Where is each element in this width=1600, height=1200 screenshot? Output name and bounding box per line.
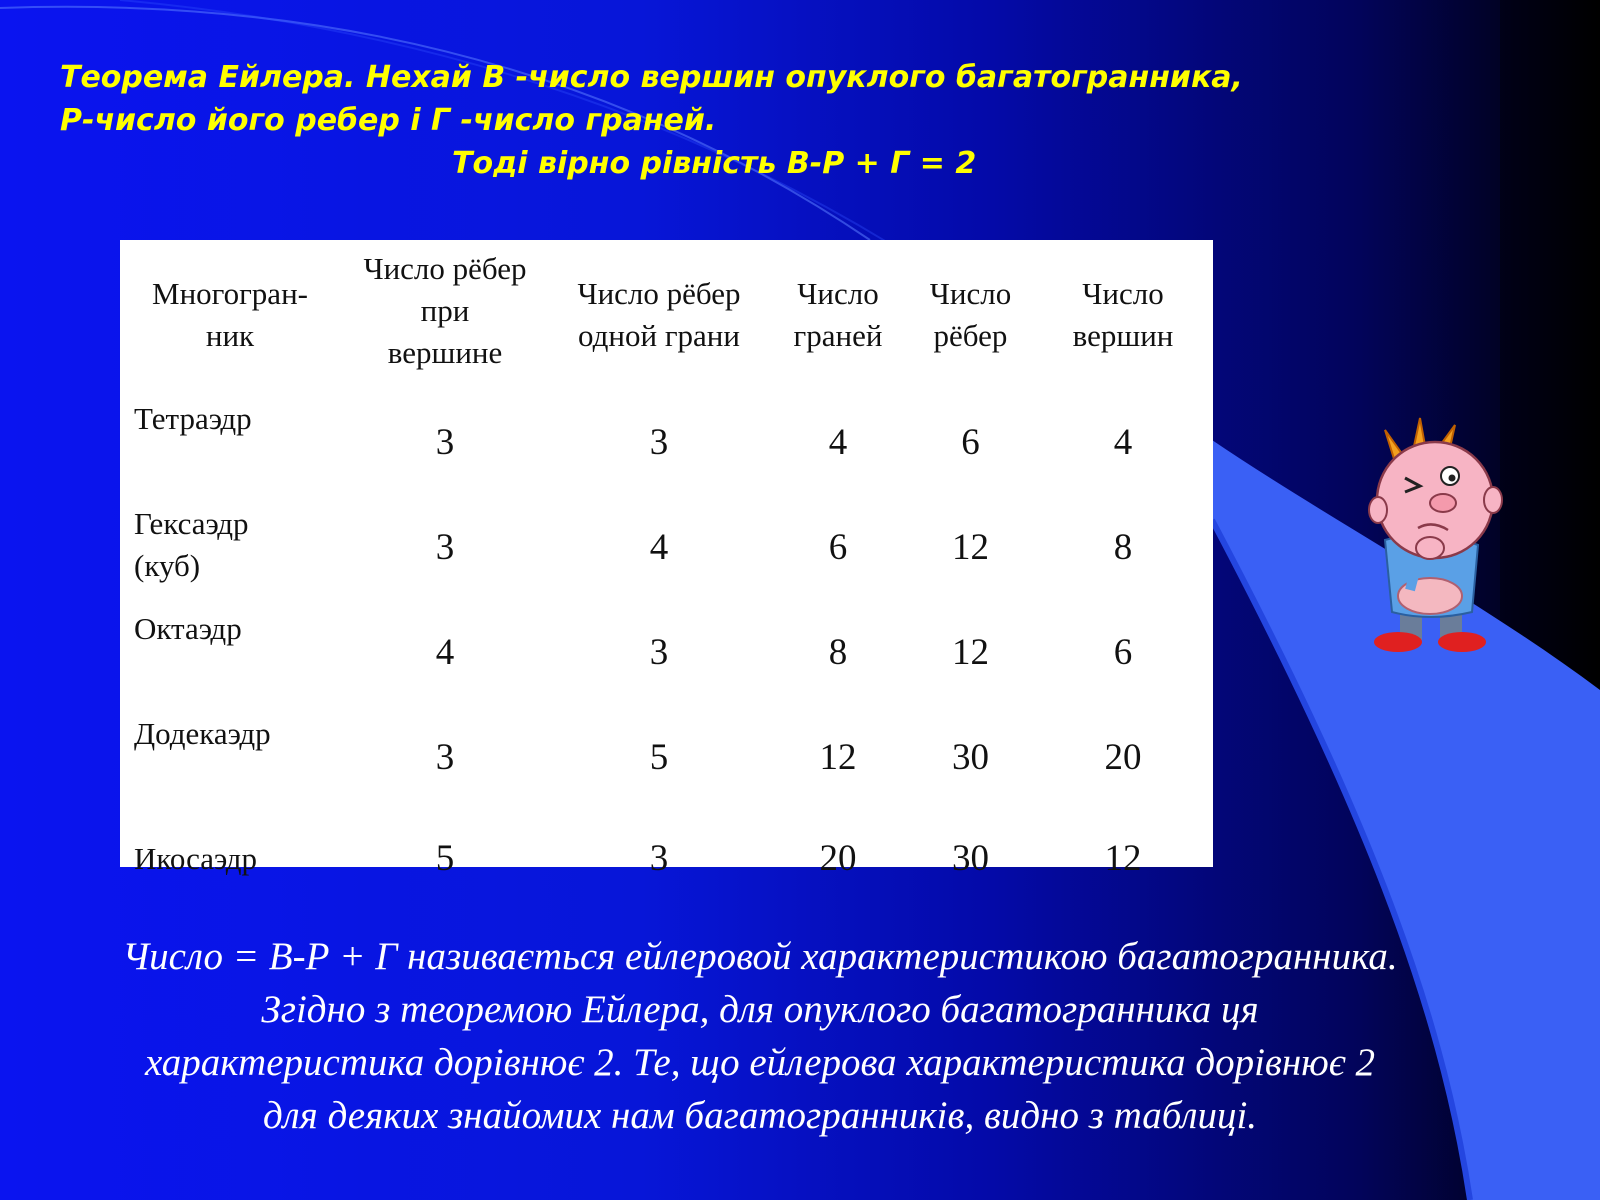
header-edges-per-face xyxy=(550,240,768,390)
header-polyhedron xyxy=(120,240,340,390)
header-faces xyxy=(768,240,908,390)
cell-value: 30 xyxy=(952,737,989,778)
table-row xyxy=(120,495,1213,600)
cell-value: 3 xyxy=(649,632,669,673)
cell-value: 6 xyxy=(1113,632,1133,673)
header-text: вершин xyxy=(1072,318,1174,353)
row-name-cell xyxy=(120,810,340,907)
header-vertices xyxy=(1033,240,1213,390)
row-name-cell xyxy=(120,600,340,705)
cell-value: 20 xyxy=(819,838,857,879)
cell-value: 3 xyxy=(649,422,669,463)
title-line-2: Р-число його ребер і Г -число граней. xyxy=(60,103,717,138)
header-text: Многогран- xyxy=(152,276,308,311)
cell-value: 3 xyxy=(435,422,455,463)
cell-value: 6 xyxy=(828,527,848,568)
header-text: вершине xyxy=(387,335,503,370)
table-row xyxy=(120,705,1213,810)
cell-value: 5 xyxy=(435,838,455,879)
cell-value: 20 xyxy=(1104,737,1142,778)
row-name-cell xyxy=(120,390,340,495)
header-text: одной грани xyxy=(578,318,740,353)
cell-value: 30 xyxy=(952,838,989,879)
cell-value: 4 xyxy=(435,632,455,673)
cell-value: 8 xyxy=(828,632,848,673)
theorem-title xyxy=(60,56,1540,185)
header-text: Число xyxy=(1082,276,1164,311)
header-text: Число xyxy=(797,276,879,311)
euler-characteristic-paragraph xyxy=(60,930,1460,1142)
body-line-2: Згідно з теоремою Ейлера, для опуклого багатогранника ця xyxy=(261,988,1259,1031)
header-text: Число рёбер xyxy=(363,251,527,286)
polyhedron-name: Додекаэдр xyxy=(134,716,271,751)
table-header-row xyxy=(120,240,1213,390)
header-text: Число рёбер xyxy=(577,276,741,311)
header-text: при xyxy=(420,293,470,328)
cell-value: 12 xyxy=(819,737,857,778)
polyhedron-name: Икосаэдр xyxy=(134,840,258,876)
cell-value: 4 xyxy=(649,527,669,568)
header-text: Число xyxy=(929,276,1012,311)
polyhedra-table xyxy=(120,240,1213,907)
table-row xyxy=(120,810,1213,907)
row-name-cell xyxy=(120,495,340,600)
header-edges-per-vertex xyxy=(340,240,550,390)
table-row xyxy=(120,600,1213,705)
title-line-1: Теорема Ейлера. Нехай В -число вершин опуклого багатогранника, xyxy=(60,60,1243,95)
header-text: ник xyxy=(205,318,255,353)
cell-value: 8 xyxy=(1113,527,1133,568)
polyhedron-name: Гексаэдр xyxy=(134,506,249,541)
cell-value: 3 xyxy=(435,527,455,568)
cell-value: 3 xyxy=(435,737,455,778)
cell-value: 3 xyxy=(649,838,669,879)
cell-value: 12 xyxy=(1104,838,1142,879)
cell-value: 6 xyxy=(961,422,980,463)
table-row xyxy=(120,390,1213,495)
title-line-3: Тоді вірно рівність В-Р + Г = 2 xyxy=(452,146,977,181)
header-text: граней xyxy=(793,318,883,353)
row-name-cell xyxy=(120,705,340,810)
body-line-3: характеристика дорівнює 2. Те, що ейлерова характеристика дорівнює 2 xyxy=(145,1041,1375,1084)
body-line-4: для деяких знайомих нам багатогранників, видно з таблиці. xyxy=(262,1094,1258,1137)
cell-value: 5 xyxy=(649,737,669,778)
cell-value: 12 xyxy=(952,527,989,568)
header-edges xyxy=(908,240,1033,390)
cell-value: 4 xyxy=(828,422,848,463)
header-text: рёбер xyxy=(933,318,1008,353)
polyhedron-name: Тетраэдр xyxy=(134,401,252,436)
polyhedron-name: Октаэдр xyxy=(134,611,242,646)
polyhedron-name-note: (куб) xyxy=(134,548,201,583)
body-line-1: Число = В-Р + Г називається ейлеровой характеристикою багатогранника. xyxy=(122,935,1398,978)
polyhedra-table-panel xyxy=(120,240,1213,879)
cell-value: 12 xyxy=(952,632,989,673)
cell-value: 4 xyxy=(1113,422,1133,463)
